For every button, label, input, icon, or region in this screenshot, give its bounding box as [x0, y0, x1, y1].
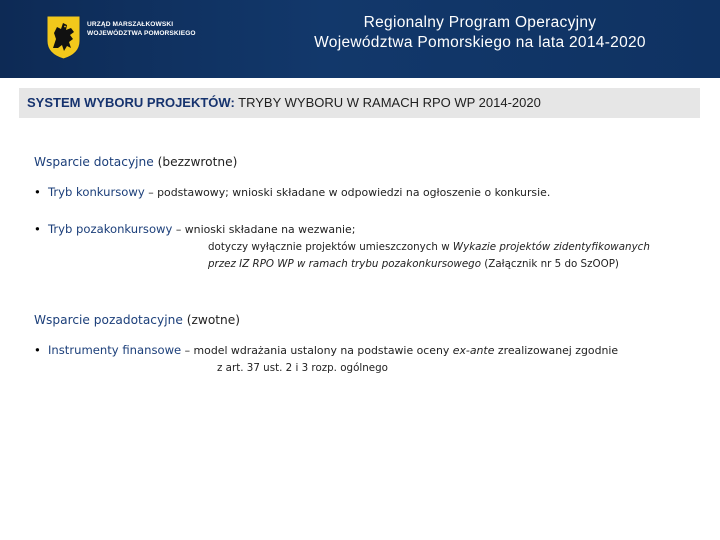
bullet-text-end: zrealizowanej zgodnie — [494, 344, 619, 357]
title-line-2: Województwa Pomorskiego na lata 2014-2020 — [314, 34, 646, 51]
section1-heading-rest: (bezzwrotne) — [153, 155, 238, 169]
bullet-icon: • — [34, 185, 41, 199]
org-line-1: URZĄD MARSZAŁKOWSKI — [87, 21, 174, 28]
section2-heading — [34, 313, 240, 327]
griffin-coat-of-arms-icon — [46, 15, 81, 60]
bullet-tryb-pozakonkursowy — [34, 222, 355, 236]
note-italic: przez IZ RPO WP w ramach trybu pozakonkursowego — [208, 258, 482, 270]
organization-name — [87, 20, 196, 38]
org-line-2: WOJEWÓDZTWA POMORSKIEGO — [87, 30, 196, 37]
banner-rest: TRYBY WYBORU W RAMACH RPO WP 2014-2020 — [234, 95, 541, 110]
bullet-text-italic: ex-ante — [452, 344, 495, 357]
note-line-1 — [208, 241, 650, 253]
bullet-tryb-konkursowy — [34, 185, 550, 199]
bullet-icon: • — [34, 222, 41, 236]
header-bar — [0, 0, 720, 78]
bullet-text: – model wdrażania ustalony na podstawie oceny — [181, 344, 453, 357]
program-title — [240, 13, 720, 53]
note-italic: Wykazie projektów zidentyfikowanych — [452, 241, 650, 253]
bullet-term: Instrumenty finansowe — [48, 343, 182, 357]
section2-heading-rest: (zwotne) — [182, 313, 241, 327]
bullet-term: Tryb konkursowy — [48, 185, 145, 199]
bullet-text: – wnioski składane na wezwanie; — [172, 223, 356, 236]
note-line-3: z art. 37 ust. 2 i 3 rozp. ogólnego — [217, 362, 388, 374]
section1-heading-highlight: Wsparcie dotacyjne — [34, 155, 154, 169]
bullet-term: Tryb pozakonkursowy — [48, 222, 173, 236]
title-line-1: Regionalny Program Operacyjny — [363, 14, 597, 31]
bullet-instrumenty-finansowe — [34, 343, 618, 357]
banner-bold: SYSTEM WYBORU PROJEKTÓW: — [27, 95, 235, 110]
note-line-2 — [208, 258, 619, 270]
section-banner — [19, 88, 700, 118]
bullet-icon: • — [34, 343, 41, 357]
section2-heading-highlight: Wsparcie pozadotacyjne — [34, 313, 183, 327]
bullet-text: – podstawowy; wnioski składane w odpowiedzi na ogłoszenie o konkursie. — [144, 186, 551, 199]
banner-text — [27, 95, 541, 110]
section1-heading — [34, 155, 237, 169]
note-text: dotyczy wyłącznie projektów umieszczonych w — [208, 241, 453, 253]
note-text: (Załącznik nr 5 do SzOOP) — [481, 258, 619, 270]
